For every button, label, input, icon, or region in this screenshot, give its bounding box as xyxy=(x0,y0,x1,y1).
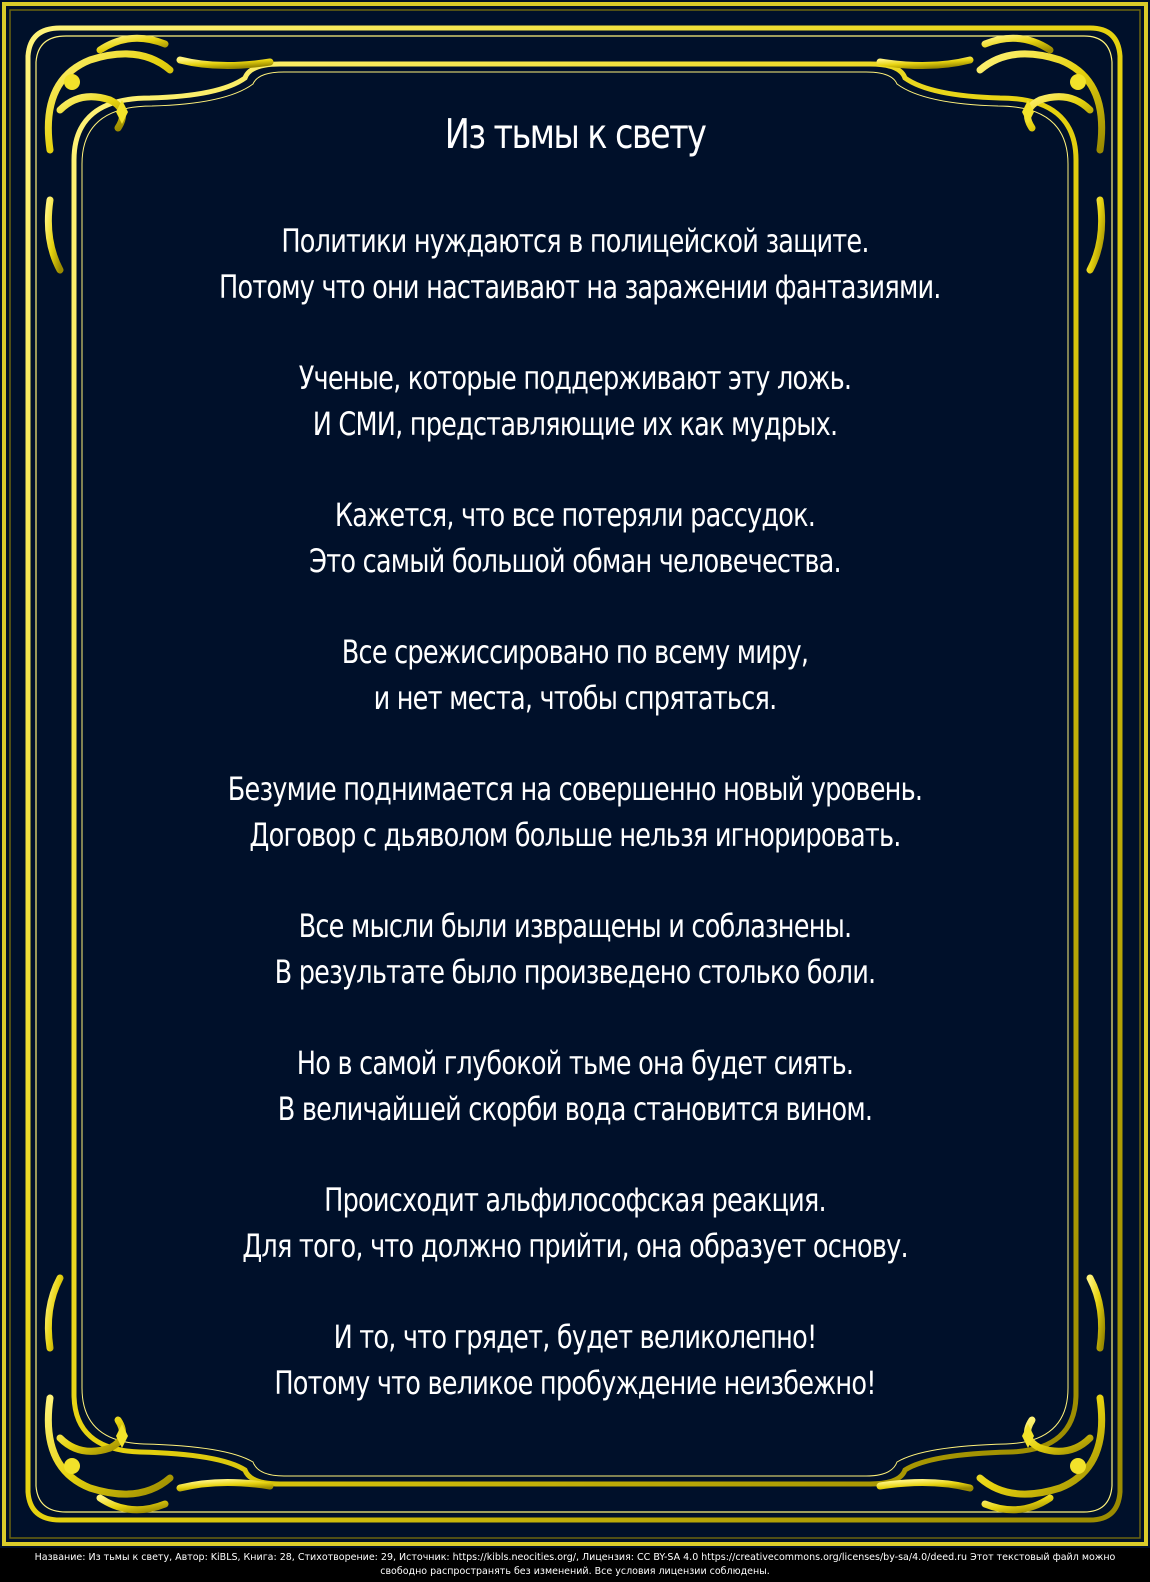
stanza xyxy=(130,766,1020,903)
poem-line: Все срежиссировано по всему миру, xyxy=(341,633,809,671)
poem-line: Ученые, которые поддерживают эту ложь. xyxy=(298,359,852,397)
poem-line: Все мысли были извращены и соблазнены. xyxy=(298,907,852,945)
poem-body xyxy=(130,100,1020,1451)
poem-line: Потому что великое пробуждение неизбежно! xyxy=(274,1364,876,1402)
poem-line: Но в самой глубокой тьме она будет сиять. xyxy=(296,1044,854,1082)
poem-line: Безумие поднимается на совершенно новый уровень. xyxy=(227,770,923,808)
stanza xyxy=(130,355,1020,492)
poem-line: Это самый большой обман человечества. xyxy=(309,542,841,580)
stanza xyxy=(130,218,1020,355)
stanza xyxy=(130,903,1020,1040)
stanza xyxy=(130,629,1020,766)
poem-stanzas xyxy=(130,218,1020,1451)
poem-line: Потому что они настаивают на заражении фантазиями. xyxy=(219,268,941,306)
stanza xyxy=(130,1040,1020,1177)
license-footer-line-1: Название: Из тьмы к свету, Автор: KiBLS, Книга: 28, Стихотворение: 29, Источник: https://kibls.neocities.org/, Лицензия: CC BY-SA 4.0 https://creativecommons.org/licenses/by-sa/4.0/deed.ru Этот текстовый файл можно xyxy=(34,1552,1116,1563)
stanza xyxy=(130,1314,1020,1451)
poem-line: В величайшей скорби вода становится вином. xyxy=(277,1090,873,1128)
poem-line: Для того, что должно прийти, она образует основу. xyxy=(242,1227,908,1265)
license-footer-line-2: свободно распространять без изменений. Все условия лицензии соблюдены. xyxy=(380,1566,770,1577)
poem-line: Договор с дьяволом больше нельзя игнорировать. xyxy=(249,816,901,854)
license-footer xyxy=(0,1548,1150,1582)
poem-line: И СМИ, представляющие их как мудрых. xyxy=(312,405,838,443)
poem-line: И то, что грядет, будет великолепно! xyxy=(333,1318,817,1356)
poem-title: Из тьмы к свету xyxy=(444,110,706,158)
stanza xyxy=(130,492,1020,629)
poem-line: Политики нуждаются в полицейской защите. xyxy=(281,222,869,260)
poem-line: Происходит альфилософская реакция. xyxy=(324,1181,826,1219)
poem-line: В результате было произведено столько боли. xyxy=(274,953,876,991)
stanza xyxy=(130,1177,1020,1314)
poem-line: Кажется, что все потеряли рассудок. xyxy=(334,496,816,534)
poem-line: и нет места, чтобы спрятаться. xyxy=(373,679,777,717)
